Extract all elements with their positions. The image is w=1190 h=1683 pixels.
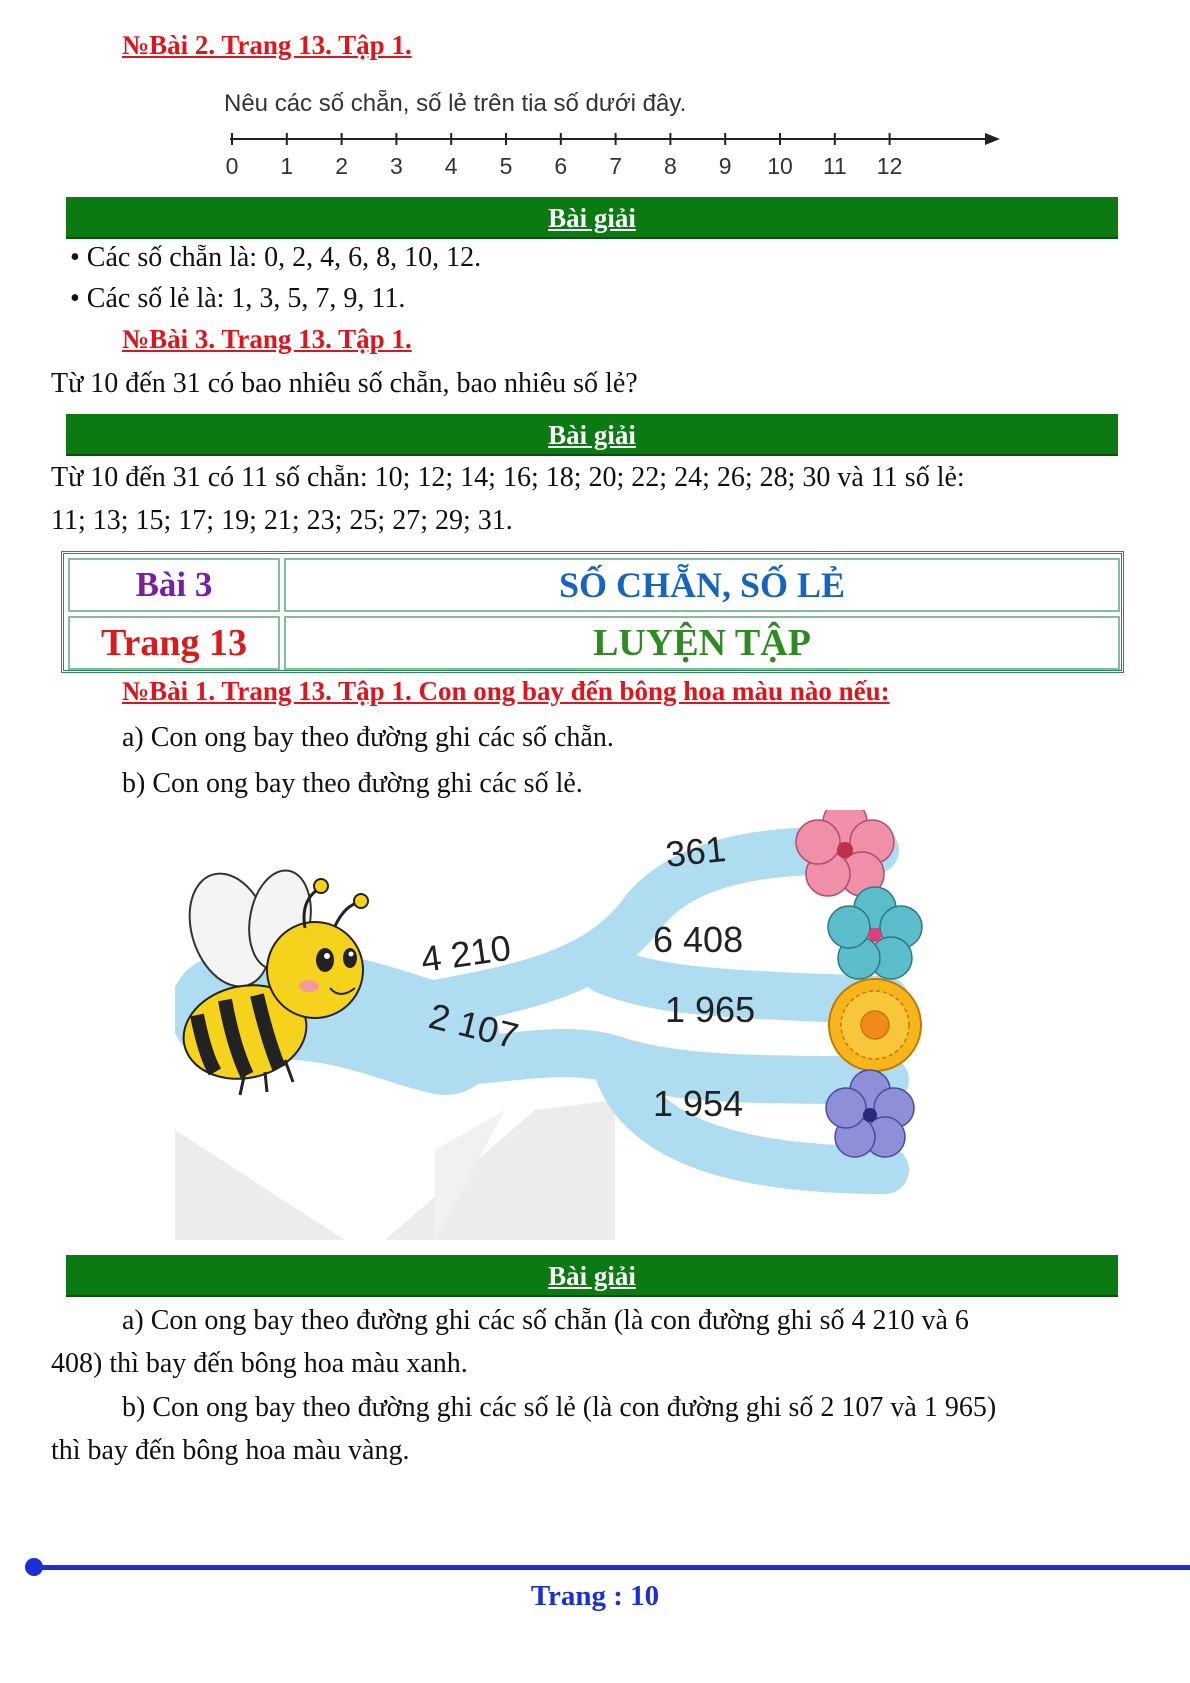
bai1-answer-a-line2: 408) thì bay đến bông hoa màu xanh.: [51, 1348, 468, 1379]
number-line-tick-label: 10: [767, 153, 793, 179]
number-line-figure: [210, 80, 1000, 185]
lesson-number: Bài 3: [68, 558, 280, 612]
number-line-tick-label: 7: [609, 153, 622, 179]
footer-dot-icon: [25, 1558, 43, 1576]
bai1-answer-b-line2: thì bay đến bông hoa màu vàng.: [51, 1435, 410, 1466]
bai1-heading: №Bài 1. Trang 13. Tập 1. Con ong bay đến bông hoa màu nào nếu:: [122, 676, 890, 706]
bee-flower-illustration: [175, 810, 1005, 1240]
path-number-1965: 1 965: [665, 989, 756, 1030]
bai3-question: Từ 10 đến 31 có bao nhiêu số chẵn, bao nhiêu số lẻ?: [51, 368, 638, 399]
number-line-instruction: Nêu các số chẵn, số lẻ trên tia số dưới đây.: [224, 90, 687, 117]
path-number-2107: 2 107: [425, 994, 523, 1057]
bai1-answer-a-line1: a) Con ong bay theo đường ghi các số chẵn (là con đường ghi số 4 210 và 6: [122, 1305, 969, 1336]
number-line-tick-label: 0: [225, 153, 239, 179]
path-number-4210: 4 210: [418, 926, 514, 980]
lesson-title: SỐ CHẴN, SỐ LẺ: [284, 558, 1120, 612]
page-number: Trang : 10: [530, 1580, 660, 1612]
path-number-361: 361: [663, 827, 728, 875]
lesson-section: LUYỆN TẬP: [284, 616, 1120, 670]
bai1-part-b: b) Con ong bay theo đường ghi các số lẻ.: [122, 768, 583, 799]
number-line-tick-label: 2: [335, 153, 348, 179]
number-line-arrow-icon: [985, 133, 1000, 145]
number-line-tick-label: 11: [822, 153, 847, 179]
even-numbers-line: • Các số chẵn là: 0, 2, 4, 6, 8, 10, 12.: [70, 242, 482, 273]
number-line-tick-label: 8: [664, 153, 677, 179]
lesson-page: Trang 13: [68, 616, 280, 670]
number-line-tick-label: 1: [280, 153, 294, 179]
bai2-heading: №Bài 2. Trang 13. Tập 1.: [122, 30, 412, 60]
odd-numbers-line: • Các số lẻ là: 1, 3, 5, 7, 9, 11.: [70, 283, 406, 314]
bai3-heading: №Bài 3. Trang 13. Tập 1.: [122, 324, 412, 354]
number-line-tick-label: 3: [390, 153, 403, 179]
number-line-tick-label: 6: [554, 153, 568, 179]
bai3-answer-line2: 11; 13; 15; 17; 19; 21; 23; 25; 27; 29; 31.: [51, 505, 513, 536]
yellow-flower-icon: [829, 979, 921, 1071]
number-line-tick-label: 5: [499, 153, 513, 179]
bai3-solution-bar: [66, 414, 1118, 456]
footer-divider: [32, 1565, 1190, 1570]
bai3-answer-line1: Từ 10 đến 31 có 11 số chẵn: 10; 12; 14; 16; 18; 20; 22; 24; 26; 28; 30 và 11 số lẻ:: [51, 462, 965, 493]
bai2-solution-bar: [66, 197, 1118, 239]
bai1-answer-b-line1: b) Con ong bay theo đường ghi các số lẻ (là con đường ghi số 2 107 và 1 965): [122, 1392, 997, 1423]
watermark-logo: [175, 1100, 615, 1240]
number-line-tick-label: 9: [718, 153, 732, 179]
number-line-tick-label: 12: [876, 153, 903, 179]
solution-label: Bài giải: [548, 203, 636, 233]
bai1-part-a: a) Con ong bay theo đường ghi các số chẵn.: [122, 722, 614, 753]
path-number-6408: 6 408: [653, 919, 744, 960]
number-line-tick-label: 4: [444, 153, 458, 179]
blue-flower-icon: [828, 887, 922, 979]
solution-label: Bài giải: [548, 1261, 636, 1291]
path-number-1954: 1 954: [653, 1083, 744, 1124]
bai1-solution-bar: [66, 1255, 1118, 1297]
pink-flower-icon: [796, 810, 894, 896]
solution-label: Bài giải: [548, 420, 636, 450]
lesson-title-table: [61, 551, 1124, 673]
